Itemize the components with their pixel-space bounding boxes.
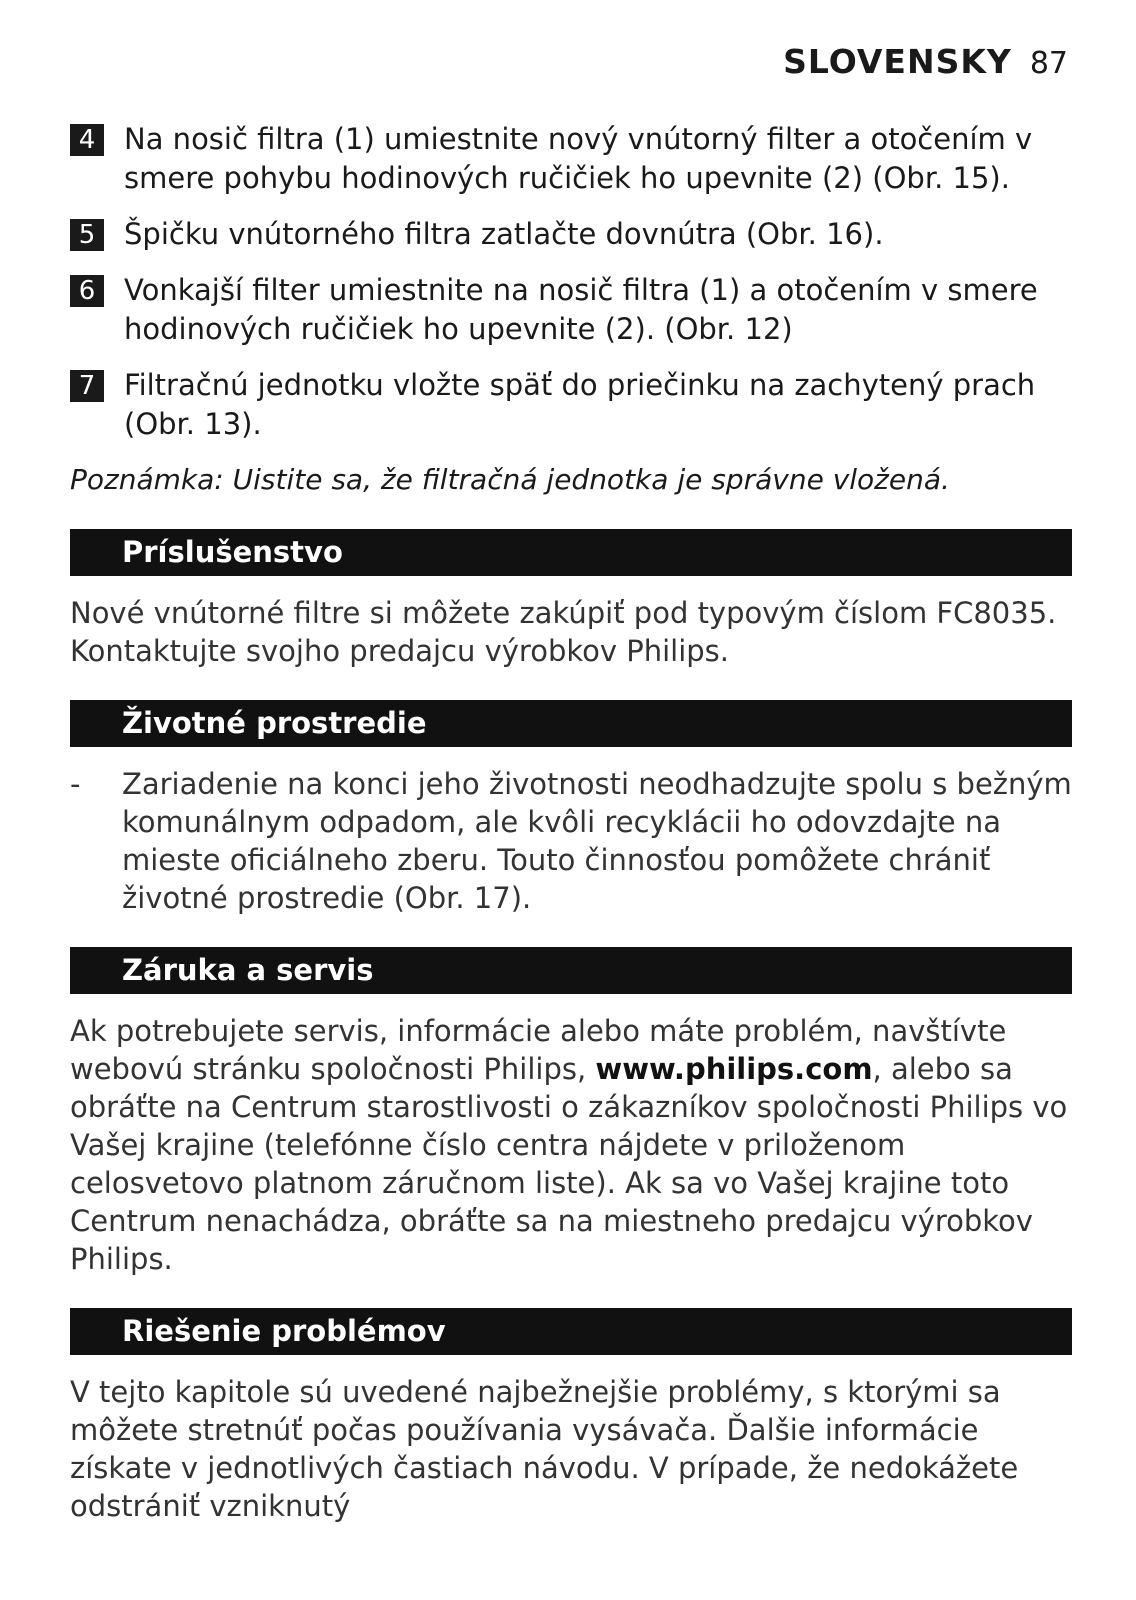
page-content <box>70 120 1072 1555</box>
step-text: Na nosič filtra (1) umiestnite nový vnútorný filter a otočením v smere pohybu hodinových ručičiek ho upevnite (2) (Obr. 15). <box>124 122 1033 195</box>
warranty-text-after: , alebo sa obráťte na Centrum starostlivosti o zákazníkov spoločnosti Philips vo Vašej krajine (telefónne číslo centra nájdete v priloženom celosvetovo platnom záručnom liste). Ak sa vo Vašej krajine toto Centrum nenachádza, obráťte sa na miestneho predajcu výrobkov Philips. <box>70 1052 1068 1276</box>
step-4 <box>70 120 1072 198</box>
step-text: Vonkajší filter umiestnite na nosič filtra (1) a otočením v smere hodinových ručičiek ho upevnite (2). (Obr. 12) <box>124 273 1038 346</box>
step-number-badge: 4 <box>70 124 104 156</box>
section-heading-troubleshooting: Riešenie problémov <box>70 1308 1072 1355</box>
accessories-paragraph: Nové vnútorné filtre si môžete zakúpiť pod typovým číslom FC8035. Kontaktujte svojho predajcu výrobkov Philips. <box>70 596 1057 668</box>
step-5 <box>70 215 1072 254</box>
page-header <box>783 42 1068 81</box>
section-heading-environment: Životné prostredie <box>70 700 1072 747</box>
page-number: 87 <box>1029 46 1068 81</box>
environment-paragraph: Zariadenie na konci jeho životnosti neodhadzujte spolu s bežným komunálnym odpadom, ale kvôli recyklácii ho odovzdajte na mieste oficiálneho zberu. Touto činnosťou pomôžete chrániť životné prostredie (Obr. 17). <box>122 767 1072 915</box>
step-7 <box>70 366 1072 444</box>
step-number-badge: 7 <box>70 370 104 402</box>
section-heading-warranty: Záruka a servis <box>70 947 1072 994</box>
bullet-dash: - <box>70 767 81 801</box>
note-text: Poznámka: Uistite sa, že filtračná jednotka je správne vložená. <box>70 463 950 496</box>
environment-bullet <box>70 765 1072 917</box>
step-6 <box>70 271 1072 349</box>
warranty-text-before: Ak potrebujete servis, informácie alebo máte problém, navštívte webovú stránku spoločnosti Philips, <box>70 1014 1007 1086</box>
step-number-badge: 6 <box>70 275 104 307</box>
step-text: Špičku vnútorného filtra zatlačte dovnútra (Obr. 16). <box>124 217 884 251</box>
step-text: Filtračnú jednotku vložte späť do priečinku na zachytený prach (Obr. 13). <box>124 368 1036 441</box>
language-label: SLOVENSKY <box>783 42 1012 81</box>
section-heading-accessories: Príslušenstvo <box>70 529 1072 576</box>
troubleshooting-paragraph: V tejto kapitole sú uvedené najbežnejšie problémy, s ktorými sa môžete stretnúť počas používania vysávača. Ďalšie informácie získate v jednotlivých častiach návodu. V prípade, že nedokážete odstrániť vzniknutý <box>70 1375 1019 1523</box>
step-number-badge: 5 <box>70 219 104 251</box>
warranty-paragraph <box>70 1012 1072 1278</box>
philips-website-link[interactable]: www.philips.com <box>595 1052 873 1086</box>
